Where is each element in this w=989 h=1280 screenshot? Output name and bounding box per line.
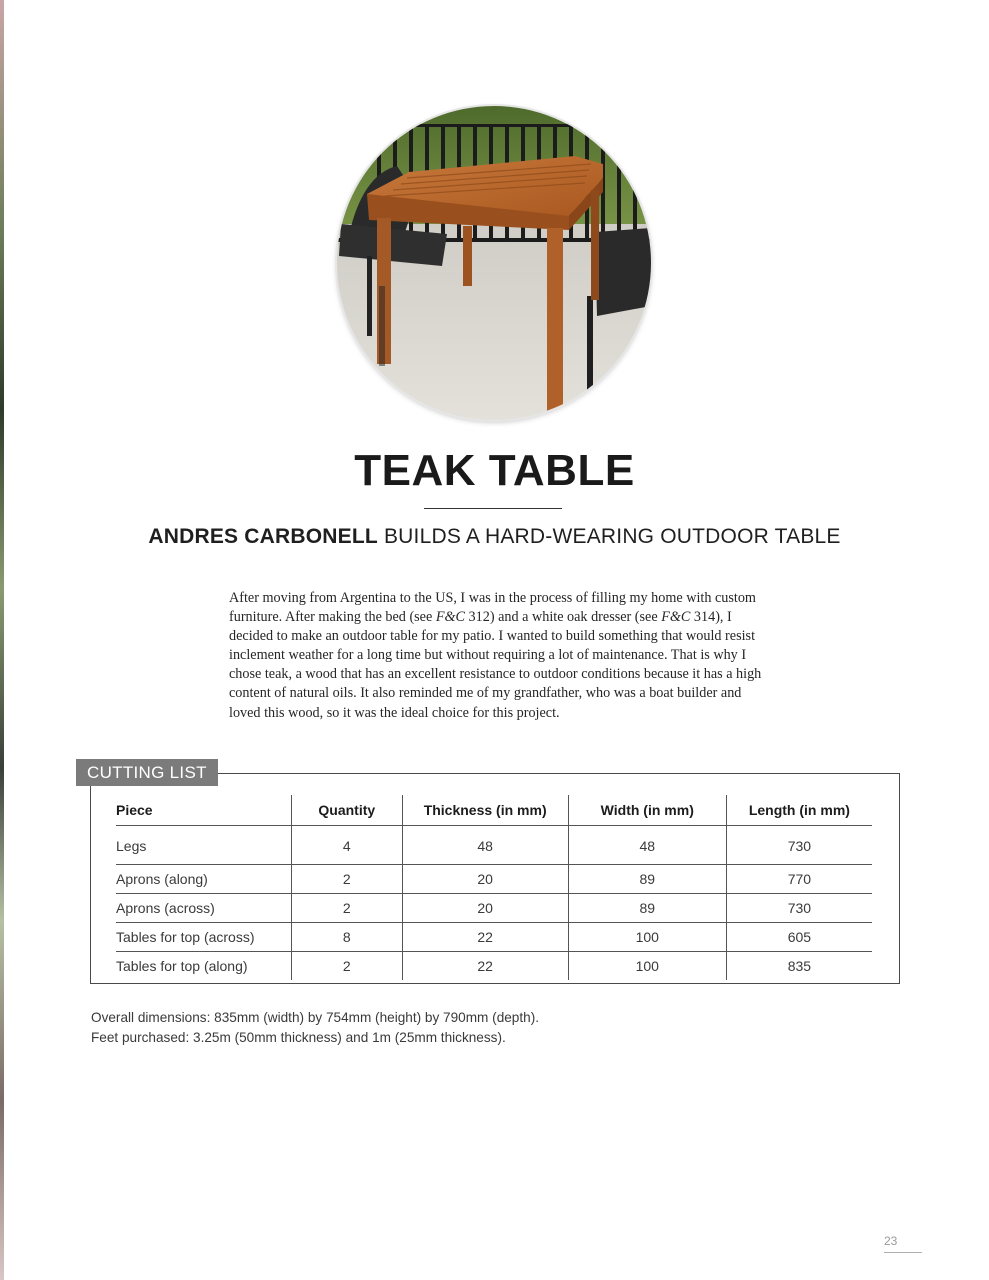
cutting-list-label: CUTTING LIST [76, 759, 218, 786]
overall-dimensions: Overall dimensions: 835mm (width) by 754mm (height) by 790mm (depth). [91, 1010, 540, 1025]
cell-width: 48 [568, 826, 726, 865]
cell-quantity: 2 [291, 865, 402, 894]
article-subtitle [0, 525, 989, 549]
cell-thickness: 20 [402, 894, 568, 923]
page-number-rule [884, 1252, 922, 1253]
cell-piece: Aprons (along) [116, 865, 291, 894]
header-piece: Piece [116, 795, 291, 826]
cell-width: 89 [568, 865, 726, 894]
table-row [116, 952, 872, 981]
cell-thickness: 22 [402, 952, 568, 981]
intro-text-2: 312) and a white oak dresser (see [465, 609, 662, 626]
table-row [116, 923, 872, 952]
magazine-ref-1: F&C [435, 609, 465, 626]
article-title: TEAK TABLE [354, 446, 635, 495]
table-row [116, 894, 872, 923]
cell-thickness: 22 [402, 923, 568, 952]
cell-length: 730 [726, 826, 872, 865]
cell-length: 605 [726, 923, 872, 952]
page-number: 23 [884, 1234, 898, 1248]
cell-width: 100 [568, 952, 726, 981]
teak-table-photo [337, 106, 651, 420]
left-edge-strip [0, 0, 4, 1280]
intro-paragraph [229, 589, 769, 723]
cell-quantity: 4 [291, 826, 402, 865]
cell-length: 770 [726, 865, 872, 894]
header-width: Width (in mm) [568, 795, 726, 826]
cell-quantity: 2 [291, 894, 402, 923]
table-row [116, 826, 872, 865]
feet-purchased: Feet purchased: 3.25m (50mm thickness) and 1m (25mm thickness). [91, 1029, 506, 1045]
cell-thickness: 48 [402, 826, 568, 865]
intro-text-3: 314), I decided to make an outdoor table for my patio. I wanted to build something that would resist inclement weather for a long time but without requiring a lot of maintenance. That is why I chose teak, a wood that has an excellent resistance to outdoor conditions because it has a high content of natural oils. It also reminded me of my grandfather, who was a boat builder and loved this wood, so it was the ideal choice for this project. [229, 609, 762, 721]
cell-quantity: 8 [291, 923, 402, 952]
cell-piece: Aprons (across) [116, 894, 291, 923]
header-length: Length (in mm) [726, 795, 872, 826]
cell-quantity: 2 [291, 952, 402, 981]
author-name: ANDRES CARBONELL [148, 525, 378, 548]
subtitle-text: BUILDS A HARD-WEARING OUTDOOR TABLE [377, 525, 841, 548]
cell-length: 730 [726, 894, 872, 923]
dimensions-footnote [91, 1008, 539, 1047]
intro-text-1: After moving from Argentina to the US, I was in the process of filling my home with custom furniture. After making the bed (see [229, 590, 756, 626]
table-row [116, 865, 872, 894]
cell-width: 89 [568, 894, 726, 923]
cutting-list-table [116, 795, 872, 980]
cell-piece: Tables for top (along) [116, 958, 248, 974]
header-thickness: Thickness (in mm) [402, 795, 568, 826]
magazine-ref-2: F&C [661, 609, 691, 626]
cell-length: 835 [726, 952, 872, 981]
cell-piece: Tables for top (across) [116, 923, 291, 952]
header-quantity: Quantity [291, 795, 402, 826]
cell-width: 100 [568, 923, 726, 952]
cell-thickness: 20 [402, 865, 568, 894]
table-header-row [116, 795, 872, 826]
teak-table-illustration [337, 106, 651, 420]
title-divider [424, 508, 562, 509]
cell-piece: Legs [116, 826, 291, 865]
